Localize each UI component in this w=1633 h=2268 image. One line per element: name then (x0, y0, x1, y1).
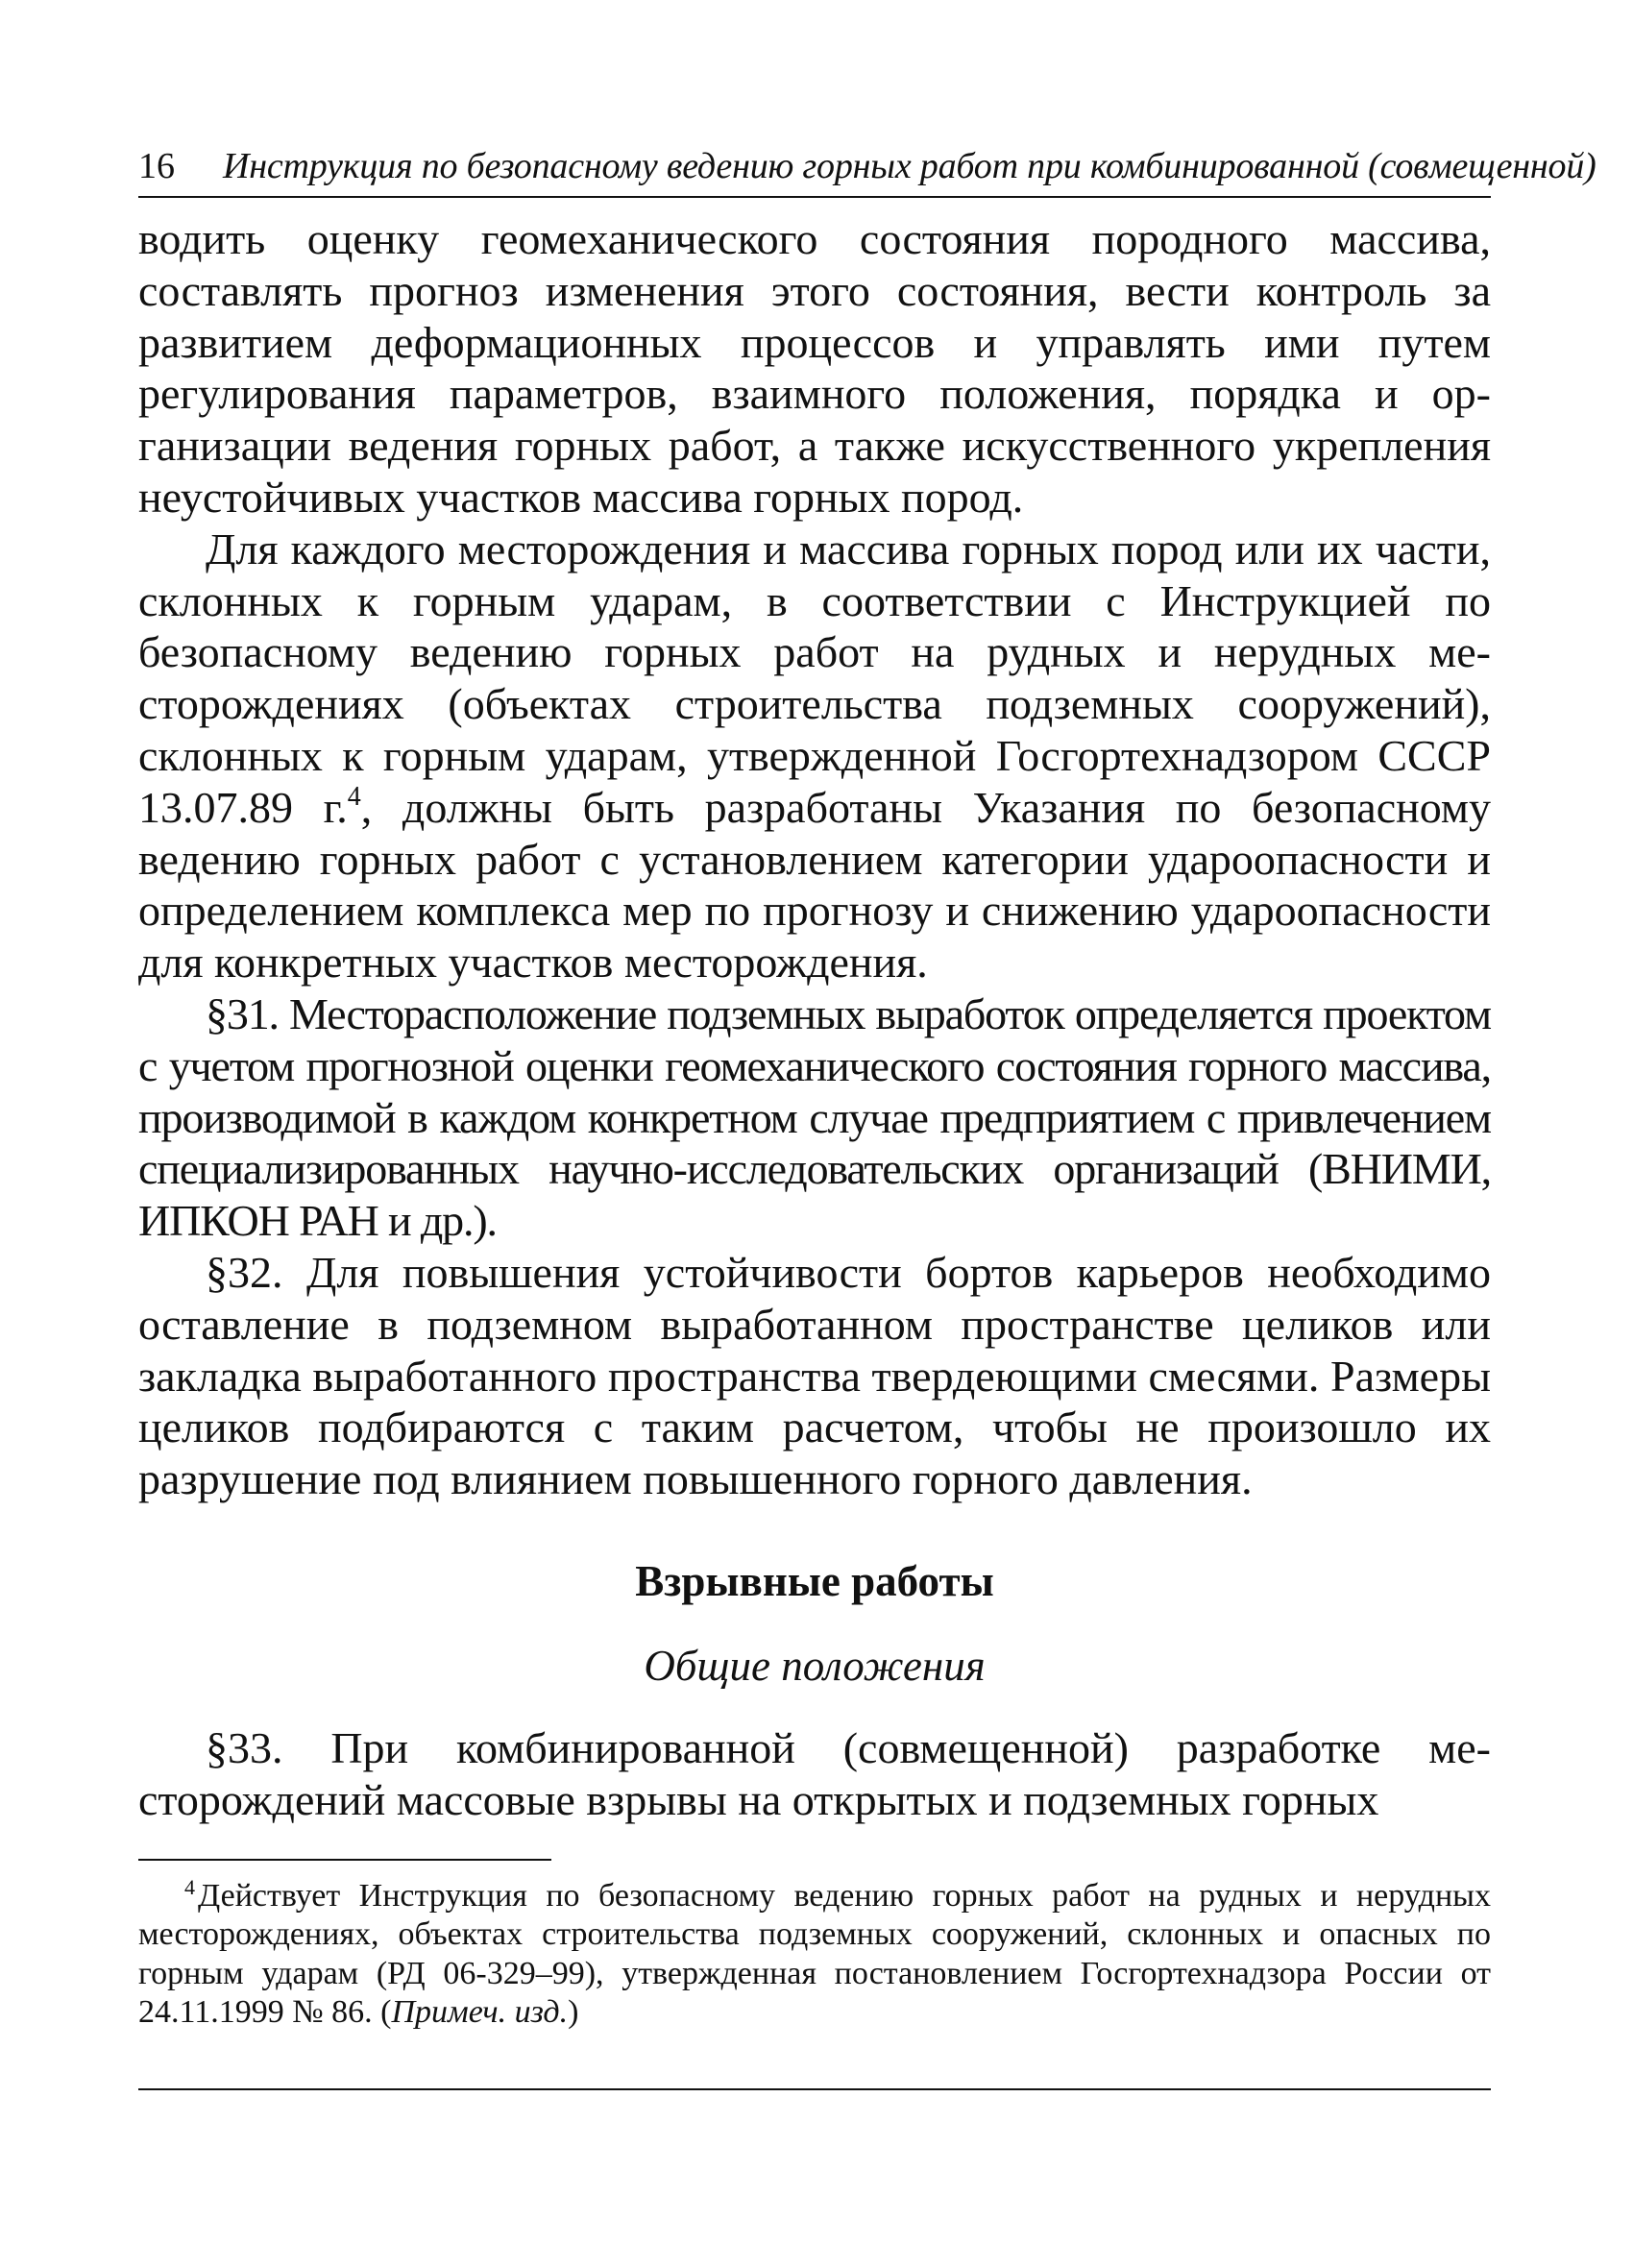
footnote-reference: 4 (347, 781, 361, 812)
running-head (138, 144, 1596, 198)
footnote-publisher-note: Примеч. изд. (391, 1994, 569, 2031)
subsection-heading: Общие положения (644, 1641, 986, 1690)
footnote (138, 1868, 1491, 2033)
footnote-closing: ) (568, 1994, 579, 2031)
body-text-continued (138, 1722, 1491, 1826)
running-head-title: Инструкция по безопасному ведению горных работ при комбинированной (совмещенной) (223, 146, 1596, 186)
paragraph-section-33: §33. При комбинированной (совмещенной) разработке месторождений массовые взрывы на открытых и подземных горных (138, 1722, 1491, 1824)
body-text (138, 213, 1491, 1505)
section-heading: Взрывные работы (635, 1556, 994, 1605)
paragraph-rockburst-deposits (138, 524, 1491, 988)
page-number: 16 (138, 146, 175, 186)
paragraph-text-before-ref: Для каждого месторождения и массива горных пород или их части, склонных к горным ударам, в соответствии с Инструкцией по безопасному ведению горных работ на рудных и нерудных месторождениях (объектах строительства подземных сооружений), склонных к горным ударам, утвержденной Госгортехнадзором СССР 13.07.89 г. (138, 524, 1491, 832)
paragraph-section-31: §31. Месторасположение подземных выработок определяется проектом с учетом прогнозной оценки геомеханического состояния горного массива, производимой в каждом конкретном случае предприятием с привлечением специализированных научно-исследовательских организаций (ВНИМИ, ИПКОН РАН и др.). (138, 988, 1491, 1246)
document-page (138, 144, 1596, 2033)
footnote-marker: 4 (184, 1874, 195, 1899)
paragraph-section-32: §32. Для повышения устойчивости бортов карьеров необходимо оставление в подземном выработанном пространстве целиков или закладка выработанного пространства твердеющими смесями. Размеры целиков подбираются с таким расчетом, чтобы не произошло их разрушение под влиянием повышенного горного давления. (138, 1247, 1491, 1504)
paragraph-continuation: водить оценку геомеханического состояния породного массива, составлять прогноз изменения этого состояния, вести контроль за развитием деформационных процессов и управлять ими путем регулирования параметров, взаимного положения, порядка и организации ведения горных работ, а также искусственного укрепления неустойчивых участков массива горных пород. (138, 214, 1491, 522)
bottom-rule (138, 2088, 1491, 2090)
footnote-separator (138, 1859, 551, 1861)
paragraph-text-after-ref: , должны быть разработаны Указания по безопасному ведению горных работ с установлением категории удароопасности и определением комплекса мер по прогнозу и снижению удароопасности для конкретных участков месторождения. (138, 782, 1491, 988)
footnote-text: Действует Инструкция по безопасному ведению горных работ на рудных и нерудных месторождениях, объектах строительства подземных сооружений, склонных и опасных по горным ударам (РД 06-329–99), утвержденная постановлением Госгортехнадзора России от 24.11.1999 № 86. ( (138, 1877, 1491, 2031)
